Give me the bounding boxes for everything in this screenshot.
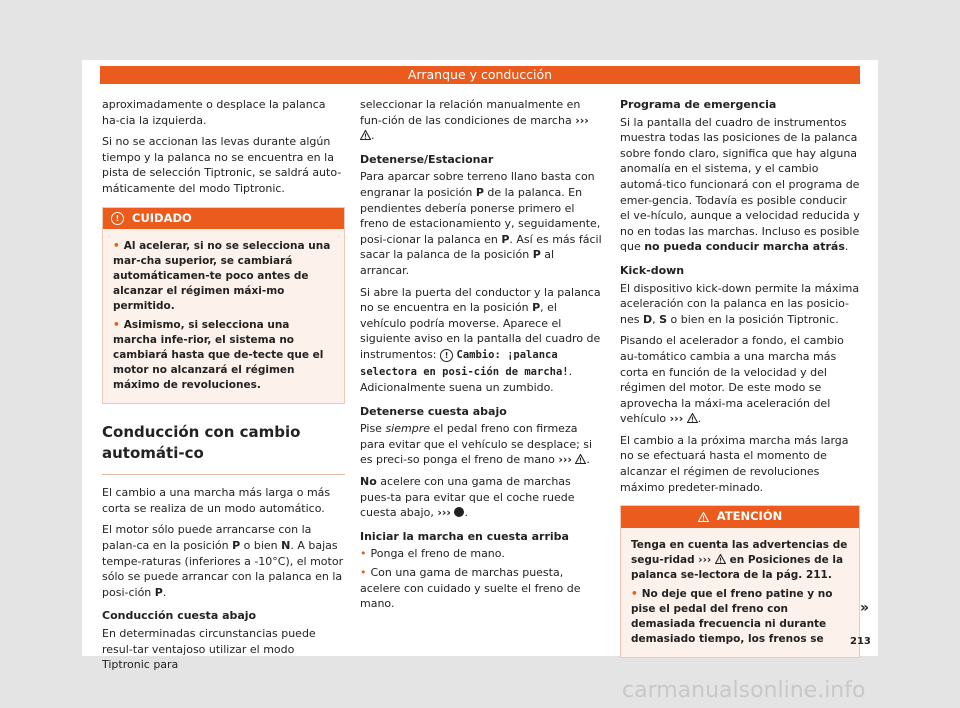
paragraph: El cambio a la próxima marcha más larga no se efectuará hasta el momento de alcanzar el régimen de revoluciones máximo predeter-minado.: [620, 433, 849, 494]
info-icon: !: [111, 212, 124, 225]
paragraph: No acelere con una gama de marchas pues-ta para evitar que el coche ruede cuesta abajo, ››› .: [360, 475, 575, 520]
column-2: [360, 97, 602, 618]
subheading: Iniciar la marcha en cuesta arriba: [360, 529, 569, 543]
note-icon: [454, 507, 464, 517]
caution-bullet: • Al acelerar, si no se selecciona una mar-cha superior, se cambiará automáticamen-te poco antes de alcanzar el régimen máxi-mo permitido.: [113, 240, 331, 313]
paragraph: seleccionar la relación manualmente en fun-ción de las condiciones de marcha ››› .: [360, 98, 589, 143]
page-number: 213: [850, 636, 871, 647]
warning-icon: [360, 130, 371, 140]
warning-icon: [698, 512, 709, 522]
warning-header: [621, 506, 859, 528]
cross-ref-link[interactable]: ›››: [558, 453, 572, 467]
page-header: Arranque y conducción: [100, 66, 860, 84]
paragraph: Pise siempre el pedal freno con firmeza para evitar que el vehículo se desplace; si es preci-so ponga el freno de mano ››› .: [360, 422, 593, 467]
paragraph: aproximadamente o desplace la palanca ha-cia la izquierda.: [102, 98, 326, 127]
cross-ref-link[interactable]: ›››: [698, 553, 712, 566]
paragraph: Para aparcar sobre terreno llano basta con engranar la posición P de la palanca. En pendientes debería ponerse primero el freno de estacionamiento y, seguidamente, posi-cionar la palanca en P. Así es más fácil sacar la palanca de la posición P al arrancar.: [360, 170, 602, 277]
caution-body: [103, 229, 344, 403]
warning-icon: [575, 454, 586, 464]
cross-ref-link[interactable]: ›››: [575, 113, 589, 127]
paragraph: Si abre la puerta del conductor y la palanca no se encuentra en la posición P, el vehículo podría moverse. Aparece el siguiente aviso en la pantalla del cuadro de instrumentos: ! Cambio: ¡palanca selectora en posi-ción de marcha!. Adicionalmente suena un zumbido.: [360, 285, 601, 395]
column-3: [620, 97, 860, 670]
section-title: Conducción con cambio automáti-co: [102, 422, 345, 475]
warning-title: ATENCIÓN: [716, 509, 783, 524]
subheading: Detenerse/Estacionar: [360, 152, 494, 166]
warning-bullet: • No deje que el freno patine y no pise el pedal del freno con demasiada frecuencia ni durante demasiado tiempo, los frenos se: [631, 587, 833, 645]
column-1: [102, 97, 345, 679]
cross-ref-link[interactable]: ›››: [437, 506, 451, 520]
paragraph: Si no se accionan las levas durante algún tiempo y la palanca no se encuentra en la pista de selección Tiptronic, se saldrá auto-máticamente del modo Tiptronic.: [102, 135, 342, 195]
caution-box: [102, 207, 345, 405]
warning-box: [620, 505, 860, 658]
warning-icon: [715, 554, 726, 564]
info-icon: !: [440, 349, 453, 362]
caution-header: [103, 208, 344, 230]
caution-title: CUIDADO: [132, 210, 192, 225]
warning-body: [621, 528, 859, 657]
subheading: Programa de emergencia: [620, 98, 777, 111]
continue-marker: »: [860, 600, 870, 616]
paragraph: El cambio a una marcha más larga o más corta se realiza de un modo automático.: [102, 486, 331, 515]
paragraph: En determinadas circunstancias puede resul-tar ventajoso utilizar el modo Tiptronic para: [102, 626, 316, 672]
watermark: carmanualsonline.info: [622, 678, 866, 703]
paragraph: Si la pantalla del cuadro de instrumentos muestra todas las posiciones de la palanca sobre fondo claro, significa que hay alguna anomalía en el sistema, y el cambio automá-tico funcionará con el programa de emer-gencia. Todavía es posible conducir el ve-hículo, aunque a velocidad reducida y no en todas las marchas. Incluso es posible que no pueda conducir marcha atrás.: [620, 115, 860, 254]
paragraph: El motor sólo puede arrancarse con la palan-ca en la posición P o bien N. A bajas tempe-raturas (inferiores a -10°C), el motor sólo se puede arrancar con la palanca en la posi-ción P.: [102, 523, 344, 599]
list-item: • Ponga el freno de mano.: [360, 547, 505, 561]
warning-paragraph: Tenga en cuenta las advertencias de segu-ridad ››› en Posiciones de la palanca se-lectora de la pág. 211.: [631, 538, 848, 581]
subheading: Detenerse cuesta abajo: [360, 404, 507, 418]
subheading: Conducción cuesta abajo: [102, 609, 257, 623]
paragraph: El dispositivo kick-down permite la máxima aceleración con la palanca en las posicio-nes D, S o bien en la posición Tiptronic.: [620, 281, 860, 326]
list-item: • Con una gama de marchas puesta, acelere con cuidado y suelte el freno de mano.: [360, 566, 581, 611]
cross-ref-link[interactable]: ›››: [669, 412, 684, 426]
subheading: Kick-down: [620, 263, 685, 277]
caution-bullet: • Asimismo, si selecciona una marcha infe-rior, el sistema no cambiará hasta que de-tecte que el motor no alcanzará el régimen máximo de revoluciones.: [113, 319, 324, 392]
paragraph: Pisando el acelerador a fondo, el cambio au-tomático cambia a una marcha más corta en función de la velocidad y del régimen del motor. De este modo se aprovecha la máxi-ma aceleración del vehículo ››› .: [620, 334, 844, 426]
warning-icon: [687, 413, 698, 423]
